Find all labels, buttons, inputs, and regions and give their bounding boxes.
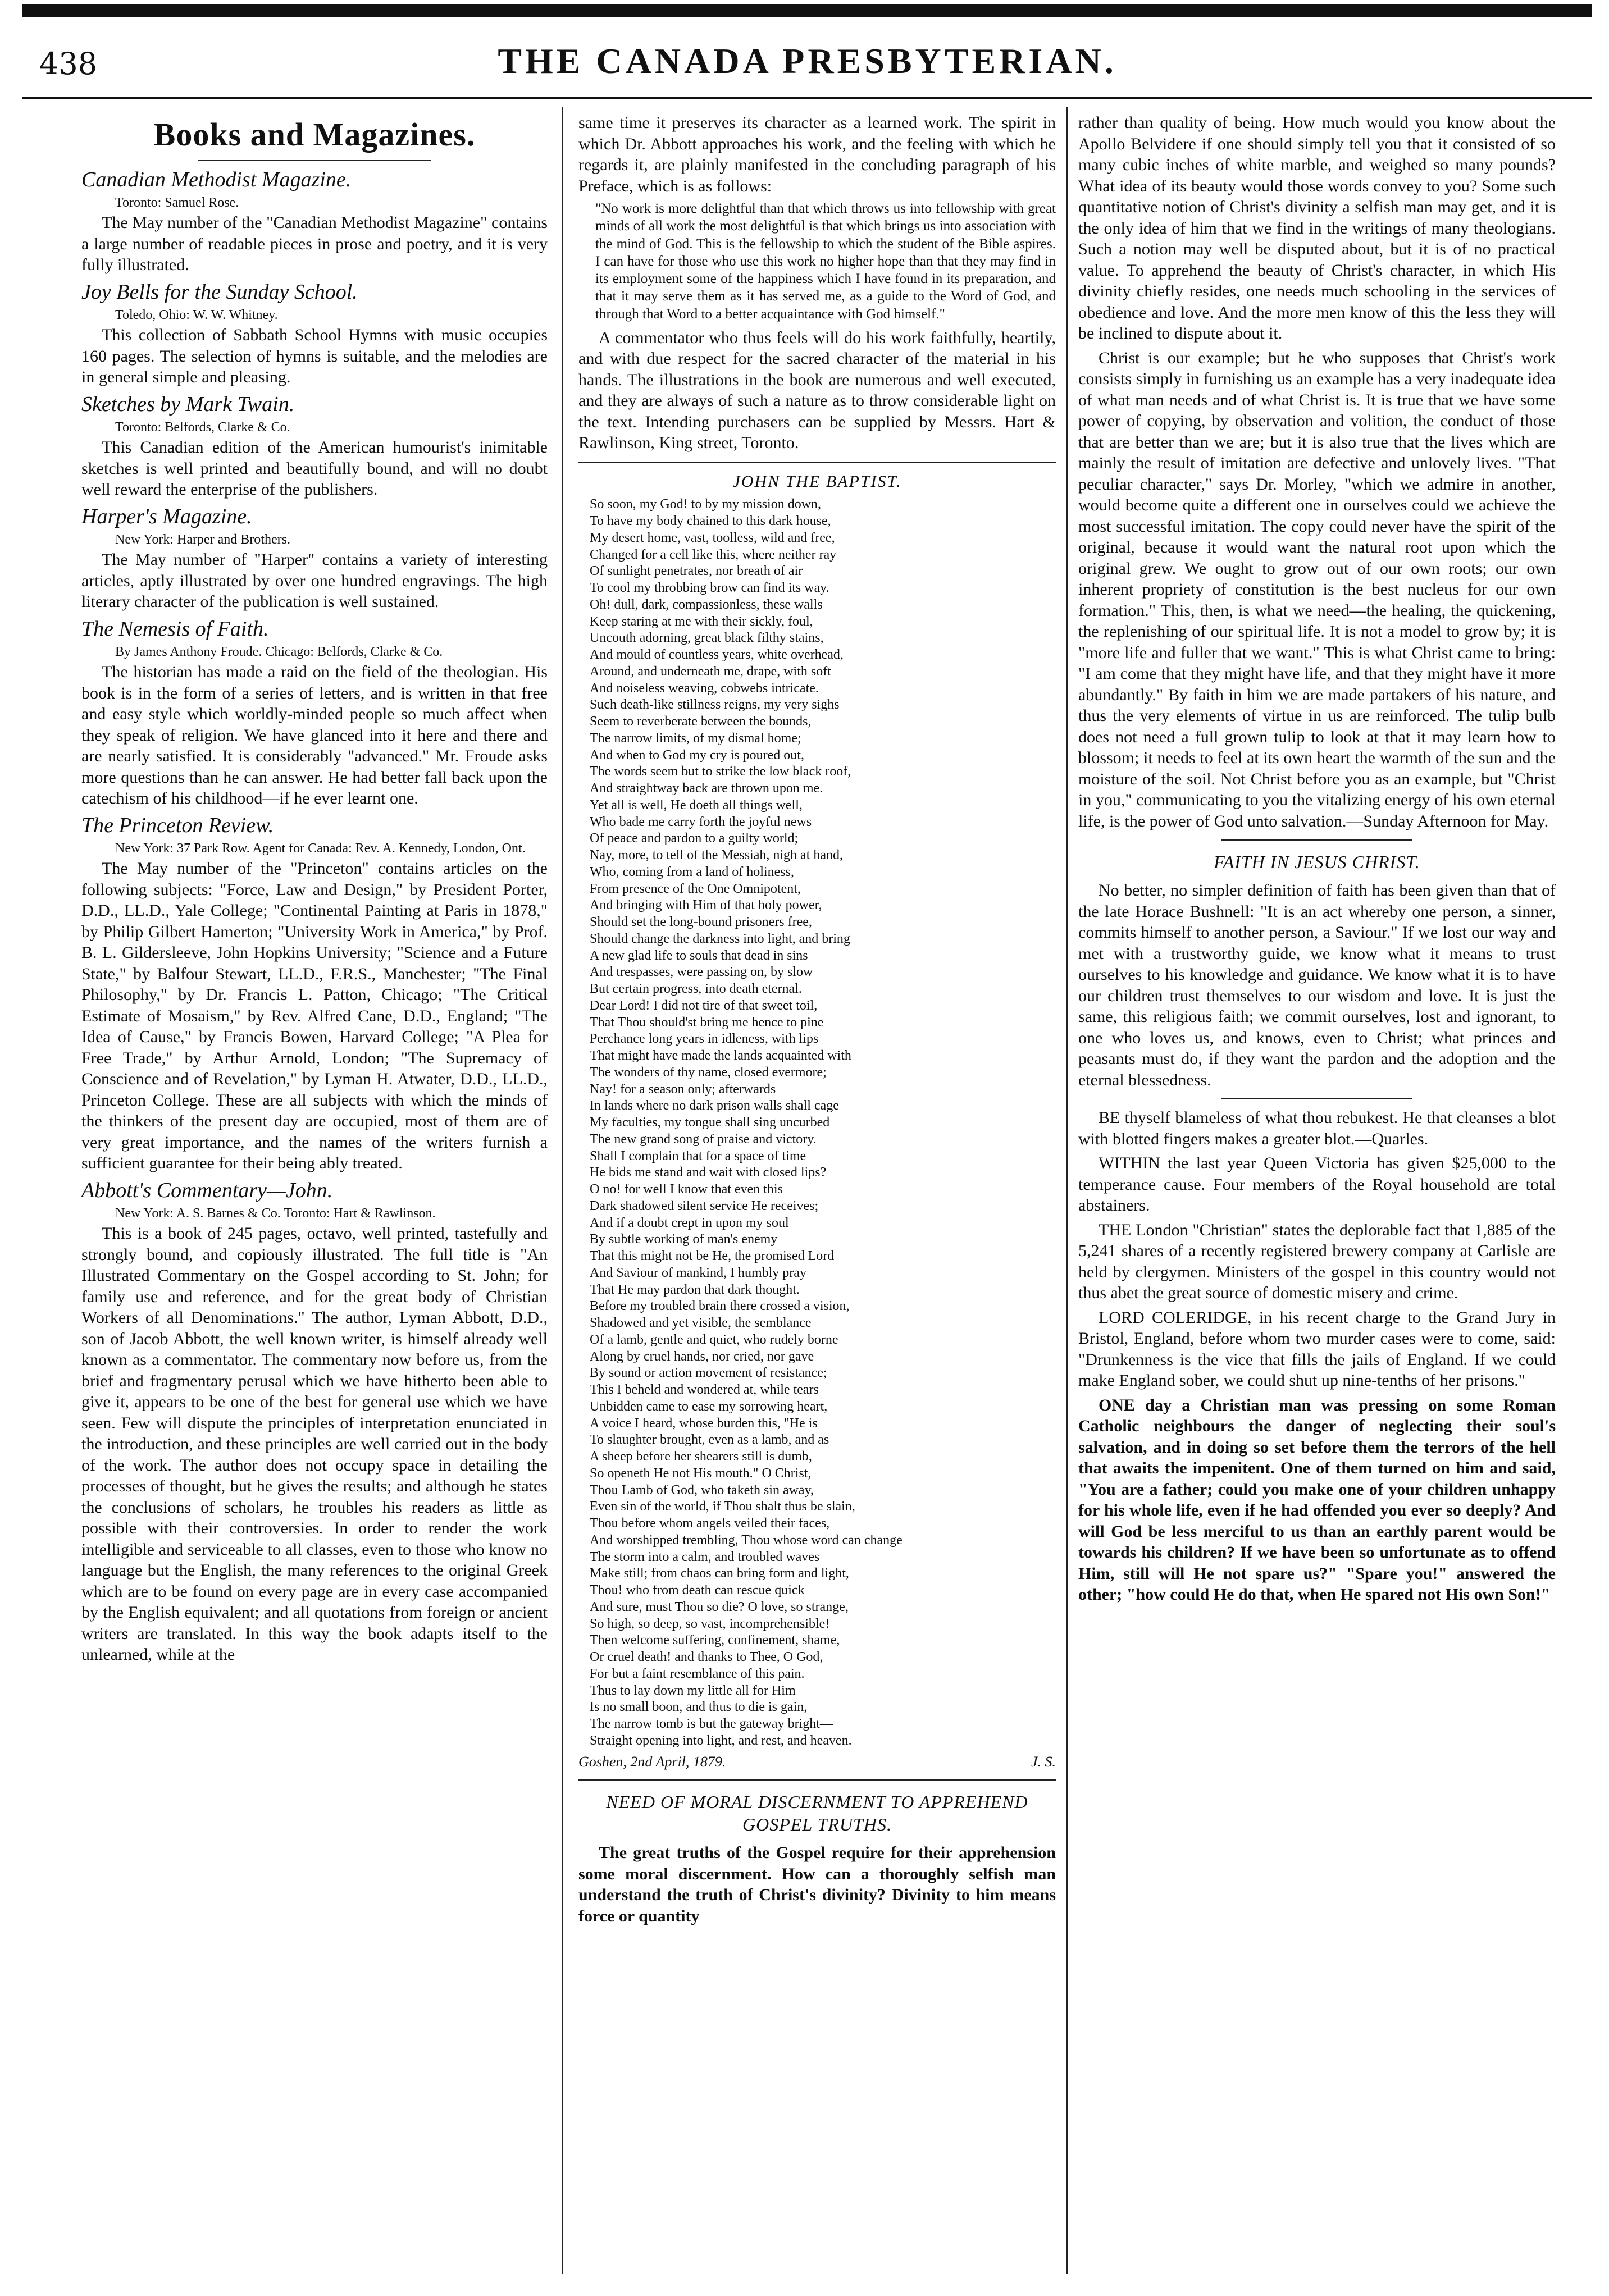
poem-line: This I beheld and wondered at, while tears: [590, 1382, 819, 1397]
poem-line: Around, and underneath me, drape, with soft: [590, 664, 831, 679]
review-item: [81, 279, 548, 388]
review-body: The May number of the "Princeton" contains articles on the following subjects: "Force, Law and Design," by President Porter, D.D., LL.D., Yale College; "Continental Painting at Paris in 1878," by Philip Gilbert Hamerton; "University Work in America," by Prof. B. L. Gildersleeve, John Hopkins University; "Science and a Future State," by Balfour Stewart, LL.D., F.R.S., Manchester; "The Final Philosophy," by Dr. Francis L. Patton, Chicago; "The Critical Estimate of Mosaism," by Rev. Alfred Cane, D.D., England; "The Idea of Cause," by Francis Bowen, Harvard College; "A Plea for Free Trade," by Arthur Arnold, London; "The Supremacy of Conscience and of Revelation," by Lyman H. Atwater, D.D., LL.D., Princeton College. These are all subjects with which the minds of the thinkers of the present day are occupied, most of them are of very great importance, and the names of the writers furnish a sufficient guarantee for their being ably treated.: [81, 859, 548, 1172]
review-body: The May number of "Harper" contains a variety of interesting articles, aptly illustrated by over one hundred engravings. The high literary character of the publication is well sustained.: [81, 550, 548, 611]
faith-article-title: FAITH IN JESUS CHRIST.: [1214, 852, 1420, 872]
article-paragraph: Christ is our example; but he who supposes that Christ's work consists simply in furnishing us an example has a very inadequate idea of what man needs and of what Christ is. It is true that we have some power of copying, by observation and volition, the conduct of those that are better than we are; but it is also true that the lives which are mainly the result of imitation are defective and unlovely lives. "That peculiar character," says Dr. Morley, "which we admire in another, would become quite a different one in ourselves could we achieve the most successful imitation. The copy could never have the spirit of the original, because it would want the natural root upon which the original grew. We ought to grow out of our own roots; our own inherent propriety of constitution is the best nucleus for our own formation." This, then, is what we need—the healing, the quickening, the replenishing of our spiritual life. It is not a model to grow by; it is "more life and fuller that we want." This is what Christ came to bring: "I am come that they might have life, and that they might have it more abundantly." By faith in him we are made partakers of his nature, and thus the very elements of virtue in us are reinforced. The tulip bulb does not need a full grown tulip to look at that it may learn how to blossom; it needs to feel at its own heart the warmth of the sun and the moisture of the soil. Not Christ before you as an example, but "Christ in you," communicating to you the vitalizing energy of his own eternal life, is the power of God unto salvation.—Sunday Afternoon for May.: [1078, 348, 1556, 830]
section-rule: [198, 160, 431, 161]
page-header: [22, 40, 1592, 91]
poem-body: [590, 496, 1056, 1749]
poem-rule: [578, 462, 1056, 463]
poem-line: Should set the long-bound prisoners free,: [590, 915, 812, 929]
poem-line: That this might not be He, the promised Lord: [590, 1249, 835, 1263]
poem-line: Dark shadowed silent service He receives;: [590, 1198, 819, 1213]
poem-line: Should change the darkness into light, and bring: [590, 931, 850, 946]
poem-line: Seem to reverberate between the bounds,: [590, 714, 812, 729]
poem-line: Shadowed and yet visible, the semblance: [590, 1316, 812, 1330]
column-3: [1078, 112, 1556, 2274]
preface-quote: "No work is more delightful than that which throws us into fellowship with great minds of all work the most delightful is that which brings us into association with the mind of God. This is the fellowship to which the student of the Bible aspires. I can have for those who use this work no higher hope than that they may find in its employment some of the happiness which I have found in its preparation, and that it may serve them as it has served me, as a guide to the Word of God, and through that Word to a better acquaintance with God himself.": [595, 201, 1056, 322]
poem-line: The narrow limits, of my dismal home;: [590, 731, 801, 746]
poem-line: And when to God my cry is poured out,: [590, 747, 804, 763]
poem-place: Goshen, 2nd April, 1879.: [578, 1753, 726, 1770]
poem-line: Uncouth adorning, great black filthy stains,: [590, 631, 824, 646]
poem-line: But certain progress, into death eternal.: [590, 982, 802, 996]
review-publisher: Toronto: Belfords, Clarke & Co.: [115, 420, 290, 435]
poem-line: Perchance long years in idleness, with lips: [590, 1031, 819, 1047]
poem-line: And straightway back are thrown upon me.: [590, 781, 823, 796]
column-divider-2: [1066, 107, 1068, 2274]
column-divider-1: [562, 107, 563, 2274]
column-1: [81, 112, 548, 2274]
note-item: WITHIN the last year Queen Victoria has given $25,000 to the temperance cause. Four members of the Royal household are total abstainers.: [1078, 1154, 1556, 1215]
note-item: ONE day a Christian man was pressing on some Roman Catholic neighbours the danger of neglecting their soul's salvation, and in doing so set before them the terrors of the hell that awaits the impenitent. One of them turned on him and said, "You are a father; could you make one of your children unhappy for his whole life, even if he had offended you ever so deeply? And will God be less merciful to us than an earthly parent would be towards his children? If we have been so unfortunate as to offend Him, still will He not spare us?" "Spare you!" answered the other; "how could He do that, when He spared not His own Son!": [1078, 1395, 1556, 1604]
poem-line: Oh! dull, dark, compassionless, these walls: [590, 597, 823, 612]
poem-line: Keep staring at me with their sickly, foul,: [590, 614, 813, 629]
poem-line: The storm into a calm, and troubled waves: [590, 1549, 820, 1564]
review-publisher: Toledo, Ohio: W. W. Whitney.: [115, 308, 278, 322]
poem-line: Nay! for a season only; afterwards: [590, 1081, 776, 1097]
review-continuation: same time it preserves its character as a learned work. The spirit in which Dr. Abbott approaches his work, and the feeling with which he regards it, are plainly manifested in the concluding paragraph of his Preface, which is as follows:: [578, 113, 1056, 195]
review-title: The Nemesis of Faith.: [81, 617, 269, 641]
section-title: Books and Magazines.: [153, 116, 476, 153]
poem-line: The narrow tomb is but the gateway bright—: [590, 1717, 833, 1731]
review-publisher: Toronto: Samuel Rose.: [115, 195, 239, 210]
poem-line: From presence of the One Omnipotent,: [590, 881, 801, 896]
poem-line: Changed for a cell like this, where neither ray: [590, 547, 837, 562]
note-item: BE thyself blameless of what thou rebukest. He that cleanses a blot with blotted fingers makes a greater blot.—Quarles.: [1078, 1108, 1556, 1148]
review-title: Sketches by Mark Twain.: [81, 392, 295, 416]
poem-line: Who, coming from a land of holiness,: [590, 864, 794, 879]
poem-line: A new glad life to souls that dead in sins: [590, 948, 808, 963]
poem-line: So high, so deep, so vast, incomprehensible!: [590, 1616, 830, 1631]
review-item: [81, 504, 548, 613]
poem-line: Shall I complain that for a space of time: [590, 1148, 806, 1163]
poem-line: So openeth He not His mouth." O Christ,: [590, 1466, 812, 1481]
poem-line: And if a doubt crept in upon my soul: [590, 1215, 789, 1230]
poem-line: The wonders of thy name, closed evermore;: [590, 1065, 827, 1080]
poem-line: Thou Lamb of God, who taketh sin away,: [590, 1482, 814, 1498]
review-item: [81, 812, 548, 1174]
review-body: The May number of the "Canadian Methodist Magazine" contains a large number of readable pieces in prose and poetry, and it is very fully illustrated.: [81, 213, 548, 274]
poem-line: Of a lamb, gentle and quiet, who rudely borne: [590, 1332, 838, 1347]
poem-line: That He may pardon that dark thought.: [590, 1282, 800, 1297]
article-title: NEED OF MORAL DISCERNMENT TO APPREHEND GOSPEL TRUTHS.: [606, 1792, 1028, 1834]
poem-line: Thou before whom angels veiled their faces,: [590, 1516, 830, 1531]
review-body: This collection of Sabbath School Hymns with music occupies 160 pages. The selection of hymns is suitable, and the melodies are in general simple and pleasing.: [81, 326, 548, 386]
poem-line: Make still; from chaos can bring form and light,: [590, 1566, 849, 1581]
poem-author: J. S.: [1031, 1753, 1056, 1770]
poem-line: And worshipped trembling, Thou whose word can change: [590, 1532, 903, 1548]
review-title: Harper's Magazine.: [81, 504, 252, 528]
note-item: LORD COLERIDGE, in his recent charge to the Grand Jury in Bristol, England, before whom two murder cases were to come, said: "Drunkenness is the vice that fills the jails of England. If we could make England sober, we could shut up nine-tenths of her prisons.": [1078, 1308, 1556, 1390]
notes-rule: [1221, 1098, 1412, 1099]
poem-line: Even sin of the world, if Thou shalt thus be slain,: [590, 1499, 855, 1514]
poem-line: That might have made the lands acquainted with: [590, 1048, 851, 1063]
poem-line: Such death-like stillness reigns, my very sighs: [590, 697, 840, 713]
poem-line: My desert home, vast, toolless, wild and free,: [590, 530, 835, 545]
review-body: This Canadian edition of the American humourist's inimitable sketches is well printed and beautifully bound, and will no doubt well reward the enterprise of the publishers.: [81, 438, 548, 499]
review-publisher: New York: 37 Park Row. Agent for Canada: Rev. A. Kennedy, London, Ont.: [115, 841, 526, 856]
poem-line: Nay, more, to tell of the Messiah, nigh at hand,: [590, 848, 844, 862]
poem-line: Thou! who from death can rescue quick: [590, 1583, 805, 1597]
poem-line: And Saviour of mankind, I humbly pray: [590, 1265, 806, 1280]
review-publisher: New York: Harper and Brothers.: [115, 532, 290, 547]
poem-line: And trespasses, were passing on, by slow: [590, 965, 813, 980]
poem-line: Along by cruel hands, nor cried, nor gave: [590, 1349, 814, 1364]
review-item: [81, 391, 548, 500]
note-item: THE London "Christian" states the deplorable fact that 1,885 of the 5,241 shares of a recently registered brewery company at Carlisle are held by clergymen. Ministers of the gospel in this country would not thus abet the great source of domestic misery and crime.: [1078, 1220, 1556, 1302]
poem-line: That Thou should'st bring me hence to pine: [590, 1015, 824, 1030]
poem-line: And bringing with Him of that holy power,: [590, 898, 822, 913]
poem-line: To slaughter brought, even as a lamb, and as: [590, 1432, 829, 1448]
poem-line: Before my troubled brain there crossed a vision,: [590, 1299, 850, 1314]
poem-line: O no! for well I know that even this: [590, 1182, 783, 1197]
review-conclusion: A commentator who thus feels will do his work faithfully, heartily, and with due respect for the sacred character of the material in his hands. The illustrations in the book are numerous and well executed, and they are always of such a nature as to throw considerable light on the text. Intending purchasers can be supplied by Messrs. Hart & Rawlinson, King street, Toronto.: [578, 328, 1056, 453]
poem-line: Is no small boon, and thus to die is gain,: [590, 1700, 808, 1715]
poem-line: Of peace and pardon to a guilty world;: [590, 831, 799, 846]
poem-line: So soon, my God! to by my mission down,: [590, 497, 822, 512]
poem-line: Yet all is well, He doeth all things well,: [590, 797, 803, 812]
header-rule: [22, 97, 1592, 99]
review-item: [81, 616, 548, 809]
poem-line: Unbidden came to ease my sorrowing heart,: [590, 1399, 828, 1414]
review-body: This is a book of 245 pages, octavo, well printed, tastefully and strongly bound, and copiously illustrated. The full title is "An Illustrated Commentary on the Gospel according to St. John; for family use and reference, and for the great body of Christian Workers of all Denominations." The author, Lyman Abbott, D.D., son of Jacob Abbott, the well known writer, is himself already well known as a commentator. The commentary now before us, from the brief and fragmentary perusal which we have hitherto been able to give it, appears to be one of the best for general use which we have seen. Few will dispute the principles of interpretation enunciated in the introduction, and these principles are well carried out in the body of the work. The author does not occupy space in detailing the processes of thought, but he gives the results; and although he states the conclusions of scholars, he troubles his readers as little as possible with their controversies. In order to render the work intelligible and serviceable to all classes, even to those who know no language but the English, the many references to the original Greek which are to be found on every page are in every case accompanied by the English equivalent; and all quotations from foreign or ancient writers are translated. In this way the book adapts itself to the unlearned, while at the: [81, 1224, 548, 1664]
top-border-bar: [22, 4, 1592, 17]
faith-article-body: No better, no simpler definition of faith has been given than that of the late Horace Bushnell: "It is an act whereby one person, a sinner, commits himself to another person, a Saviour." If we lost our way and met with a trustworthy guide, we know what it means to trust ourselves to his knowledge and guidance. We know what it is to have our children trust themselves to our wisdom and love. It is just the same, this religious faith; we commit ourselves, lost and ignorant, to one who loves us, and knows, even to Christ; what princes and peasants must do, if they want the pardon and the adoption and the eternal blessedness.: [1078, 881, 1556, 1089]
article-body: The great truths of the Gospel require for their apprehension some moral discernment. How can a thoroughly selfish man understand the truth of Christ's divinity? Divinity to him means force or quantity: [578, 1843, 1056, 1925]
poem-line: The words seem but to strike the low black roof,: [590, 764, 851, 779]
poem-line: The new grand song of praise and victory.: [590, 1131, 817, 1147]
poem-line: To have my body chained to this dark house,: [590, 514, 831, 528]
poem-line: And mould of countless years, white overhead,: [590, 647, 844, 662]
poem-line: He bids me stand and wait with closed lips?: [590, 1165, 827, 1180]
poem-line: Thus to lay down my little all for Him: [590, 1683, 796, 1698]
poem-line: And sure, must Thou so die? O love, so strange,: [590, 1599, 849, 1614]
poem-line: Who bade me carry forth the joyful news: [590, 814, 812, 829]
poem-line: Dear Lord! I did not tire of that sweet toil,: [590, 998, 818, 1013]
poem-line: My faculties, my tongue shall sing uncurbed: [590, 1115, 830, 1130]
review-title: Canadian Methodist Magazine.: [81, 167, 352, 191]
poem-line: For but a faint resemblance of this pain.: [590, 1666, 805, 1681]
page-number: 438: [39, 46, 98, 81]
article-rule: [578, 1779, 1056, 1781]
poem-signature: [578, 1753, 1056, 1772]
review-item: [81, 1177, 548, 1665]
poem-line: A sheep before her shearers still is dumb,: [590, 1449, 812, 1464]
review-publisher: By James Anthony Froude. Chicago: Belfords, Clarke & Co.: [115, 645, 443, 659]
poem-line: Or cruel death! and thanks to Thee, O God,: [590, 1650, 823, 1664]
article-continuation: rather than quality of being. How much would you know about the Apollo Belvidere if one should simply tell you that it consisted of so many cubic inches of white marble, and weighed so many pounds? What idea of its beauty would those words convey to you? Some such quantitative notion of Christ's divinity a selfish man may get, and it is the only idea of him that we find in the writings of many theologians. Such a notion may well be disputed about, but it is of no practical value. To apprehend the beauty of Christ's character, in which His divinity chiefly resides, one needs much schooling in the services of obedience and love. And the more men know of this the less they will be inclined to dispute about it.: [1078, 113, 1556, 343]
poem-line: And noiseless weaving, cobwebs intricate.: [590, 681, 819, 696]
poem-line: To cool my throbbing brow can find its way.: [590, 581, 829, 595]
review-title: Abbott's Commentary—John.: [81, 1178, 333, 1202]
poem-line: In lands where no dark prison walls shall cage: [590, 1098, 839, 1113]
page-title: THE CANADA PRESBYTERIAN.: [498, 41, 1117, 81]
poem-line: Straight opening into light, and rest, and heaven.: [590, 1733, 852, 1748]
review-body: The historian has made a raid on the field of the theologian. His book is in the form of a series of letters, and is written in that free and easy style which worldly-minded people so much affect when they speak of religion. We have glanced into it here and there and are nearly satisfied. It is considerably "advanced." Mr. Froude asks more questions than he can answer. He had better fall back upon the catechism of his childhood—if he ever learnt one.: [81, 663, 548, 807]
column-2: [578, 112, 1056, 2274]
poem-line: Then welcome suffering, confinement, shame,: [590, 1633, 840, 1648]
poem-line: A voice I heard, whose burden this, "He is: [590, 1416, 818, 1431]
poem-line: Of sunlight penetrates, nor breath of air: [590, 564, 803, 579]
review-title: Joy Bells for the Sunday School.: [81, 280, 358, 304]
review-item: [81, 167, 548, 276]
poem-line: By subtle working of man's enemy: [590, 1232, 778, 1247]
review-publisher: New York: A. S. Barnes & Co. Toronto: Hart & Rawlinson.: [115, 1206, 436, 1221]
poem-title: JOHN THE BAPTIST.: [732, 472, 902, 491]
poem-line: By sound or action movement of resistance;: [590, 1366, 827, 1381]
review-title: The Princeton Review.: [81, 813, 274, 837]
article-rule: [1221, 839, 1412, 841]
